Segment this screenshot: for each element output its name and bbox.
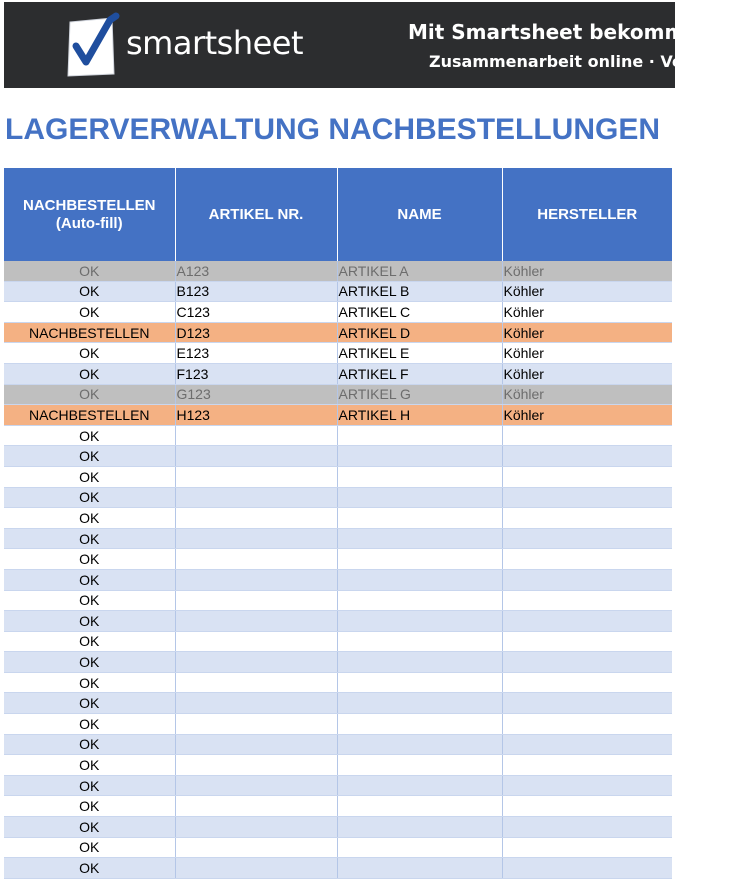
cell-name[interactable] xyxy=(337,466,502,487)
table-row xyxy=(4,322,672,343)
cell-name[interactable] xyxy=(337,672,502,693)
smartsheet-banner[interactable] xyxy=(4,2,752,88)
cell-status[interactable]: NACHBESTELLEN xyxy=(4,405,175,426)
cell-hersteller[interactable] xyxy=(502,734,672,755)
cell-status[interactable]: OK xyxy=(4,858,175,879)
cell-name[interactable]: ARTIKEL G xyxy=(337,384,502,405)
cell-artikel-nr[interactable]: C123 xyxy=(175,302,337,323)
cell-artikel-nr[interactable] xyxy=(175,466,337,487)
table-row xyxy=(4,425,672,446)
cell-name[interactable]: ARTIKEL E xyxy=(337,343,502,364)
cell-name[interactable] xyxy=(337,508,502,529)
cell-status[interactable]: OK xyxy=(4,569,175,590)
cell-hersteller[interactable]: Köhler xyxy=(502,281,672,302)
cell-hersteller[interactable] xyxy=(502,796,672,817)
table-row xyxy=(4,261,672,281)
cell-status[interactable]: OK xyxy=(4,446,175,467)
cell-status[interactable]: OK xyxy=(4,693,175,714)
cell-artikel-nr[interactable] xyxy=(175,611,337,632)
table-row xyxy=(4,858,672,879)
cell-artikel-nr[interactable]: H123 xyxy=(175,405,337,426)
cell-artikel-nr[interactable] xyxy=(175,734,337,755)
cell-hersteller[interactable] xyxy=(502,817,672,838)
table-row xyxy=(4,363,672,384)
cell-status[interactable]: OK xyxy=(4,466,175,487)
cell-hersteller[interactable]: Köhler xyxy=(502,322,672,343)
inventory-table xyxy=(4,168,672,879)
cell-hersteller[interactable] xyxy=(502,569,672,590)
cell-hersteller[interactable] xyxy=(502,775,672,796)
cell-hersteller[interactable] xyxy=(502,837,672,858)
table-row xyxy=(4,569,672,590)
cell-artikel-nr[interactable] xyxy=(175,528,337,549)
cell-name[interactable] xyxy=(337,569,502,590)
cell-artikel-nr[interactable] xyxy=(175,714,337,735)
cell-hersteller[interactable] xyxy=(502,714,672,735)
cell-hersteller[interactable]: Köhler xyxy=(502,384,672,405)
promo-subline: Zusammenarbeit online · Verwalten xyxy=(429,52,752,71)
cell-artikel-nr[interactable] xyxy=(175,569,337,590)
cell-hersteller[interactable] xyxy=(502,672,672,693)
smartsheet-logo-text: smartsheet xyxy=(126,24,304,62)
column-header-name[interactable] xyxy=(337,168,502,261)
table-row xyxy=(4,837,672,858)
cell-name[interactable] xyxy=(337,652,502,673)
cell-name[interactable] xyxy=(337,858,502,879)
table-row xyxy=(4,796,672,817)
column-header-label: HERSTELLER xyxy=(537,205,638,223)
cell-status[interactable]: OK xyxy=(4,384,175,405)
cell-status[interactable]: OK xyxy=(4,714,175,735)
cell-status[interactable]: OK xyxy=(4,837,175,858)
cell-artikel-nr[interactable] xyxy=(175,446,337,467)
cell-name[interactable] xyxy=(337,631,502,652)
cell-status[interactable]: OK xyxy=(4,775,175,796)
table-row xyxy=(4,734,672,755)
cell-status[interactable]: OK xyxy=(4,508,175,529)
cell-artikel-nr[interactable] xyxy=(175,425,337,446)
column-header-label: NACHBESTELLEN xyxy=(22,196,156,214)
cell-hersteller[interactable]: Köhler xyxy=(502,261,672,281)
table-row xyxy=(4,343,672,364)
table-row xyxy=(4,446,672,467)
table-row xyxy=(4,652,672,673)
cell-artikel-nr[interactable] xyxy=(175,796,337,817)
cell-artikel-nr[interactable] xyxy=(175,817,337,838)
table-row xyxy=(4,549,672,570)
cell-hersteller[interactable] xyxy=(502,446,672,467)
cell-status[interactable]: OK xyxy=(4,302,175,323)
cell-name[interactable] xyxy=(337,693,502,714)
table-row xyxy=(4,755,672,776)
cell-hersteller[interactable] xyxy=(502,858,672,879)
cell-name[interactable] xyxy=(337,796,502,817)
cell-status[interactable]: OK xyxy=(4,796,175,817)
cell-artikel-nr[interactable] xyxy=(175,652,337,673)
cell-name[interactable] xyxy=(337,611,502,632)
cell-name[interactable]: ARTIKEL A xyxy=(337,261,502,281)
cell-hersteller[interactable] xyxy=(502,755,672,776)
cell-artikel-nr[interactable] xyxy=(175,508,337,529)
column-header-label: NAME xyxy=(397,205,442,223)
column-header-nachbestellen[interactable] xyxy=(4,168,175,261)
cell-artikel-nr[interactable] xyxy=(175,858,337,879)
cell-hersteller[interactable] xyxy=(502,466,672,487)
cell-name[interactable] xyxy=(337,837,502,858)
table-row xyxy=(4,672,672,693)
cell-hersteller[interactable]: Köhler xyxy=(502,363,672,384)
table-row xyxy=(4,487,672,508)
cell-status[interactable]: OK xyxy=(4,631,175,652)
cell-hersteller[interactable] xyxy=(502,693,672,714)
cell-hersteller[interactable] xyxy=(502,425,672,446)
cell-artikel-nr[interactable]: F123 xyxy=(175,363,337,384)
cell-artikel-nr[interactable]: D123 xyxy=(175,322,337,343)
table-row xyxy=(4,714,672,735)
cell-artikel-nr[interactable] xyxy=(175,755,337,776)
cell-name[interactable]: ARTIKEL H xyxy=(337,405,502,426)
table-body xyxy=(4,261,672,878)
table-row xyxy=(4,590,672,611)
table-row xyxy=(4,466,672,487)
table-row xyxy=(4,302,672,323)
cell-status[interactable]: OK xyxy=(4,487,175,508)
table-row xyxy=(4,281,672,302)
cell-name[interactable] xyxy=(337,817,502,838)
cell-name[interactable] xyxy=(337,590,502,611)
cell-name[interactable]: ARTIKEL B xyxy=(337,281,502,302)
cell-artikel-nr[interactable]: G123 xyxy=(175,384,337,405)
cell-artikel-nr[interactable] xyxy=(175,693,337,714)
cell-status[interactable]: OK xyxy=(4,652,175,673)
cell-hersteller[interactable] xyxy=(502,590,672,611)
cell-status[interactable]: OK xyxy=(4,817,175,838)
cell-name[interactable]: ARTIKEL C xyxy=(337,302,502,323)
column-header-label: ARTIKEL NR. xyxy=(208,205,304,223)
cell-name[interactable]: ARTIKEL D xyxy=(337,322,502,343)
cell-status[interactable]: OK xyxy=(4,672,175,693)
cell-hersteller[interactable] xyxy=(502,631,672,652)
table-row xyxy=(4,817,672,838)
cell-name[interactable] xyxy=(337,528,502,549)
cell-hersteller[interactable]: Köhler xyxy=(502,405,672,426)
table-row xyxy=(4,693,672,714)
table-row xyxy=(4,631,672,652)
cell-artikel-nr[interactable]: A123 xyxy=(175,261,337,281)
cell-artikel-nr[interactable] xyxy=(175,775,337,796)
cell-hersteller[interactable] xyxy=(502,528,672,549)
column-header-sublabel: (Auto-fill) xyxy=(55,214,123,232)
table-row xyxy=(4,405,672,426)
cell-status[interactable]: OK xyxy=(4,261,175,281)
cell-status[interactable]: OK xyxy=(4,281,175,302)
cell-name[interactable]: ARTIKEL F xyxy=(337,363,502,384)
cell-status[interactable]: OK xyxy=(4,425,175,446)
smartsheet-checkmark-icon xyxy=(66,14,118,78)
cell-name[interactable] xyxy=(337,425,502,446)
cell-status[interactable]: OK xyxy=(4,755,175,776)
table-row xyxy=(4,384,672,405)
column-header-hersteller[interactable] xyxy=(502,168,672,261)
cell-artikel-nr[interactable] xyxy=(175,590,337,611)
table-row xyxy=(4,528,672,549)
cell-hersteller[interactable]: Köhler xyxy=(502,343,672,364)
cell-artikel-nr[interactable]: B123 xyxy=(175,281,337,302)
cell-hersteller[interactable] xyxy=(502,611,672,632)
cell-artikel-nr[interactable] xyxy=(175,672,337,693)
cell-artikel-nr[interactable] xyxy=(175,487,337,508)
cell-name[interactable] xyxy=(337,755,502,776)
table-row xyxy=(4,508,672,529)
cell-hersteller[interactable] xyxy=(502,508,672,529)
cell-artikel-nr[interactable]: E123 xyxy=(175,343,337,364)
table-row xyxy=(4,775,672,796)
cell-name[interactable] xyxy=(337,734,502,755)
cell-hersteller[interactable] xyxy=(502,652,672,673)
table-header-row xyxy=(4,168,672,261)
cell-name[interactable] xyxy=(337,446,502,467)
cell-artikel-nr[interactable] xyxy=(175,549,337,570)
page-title: LAGERVERWALTUNG NACHBESTELLUNGEN xyxy=(5,113,661,146)
cell-hersteller[interactable] xyxy=(502,487,672,508)
cell-name[interactable] xyxy=(337,549,502,570)
table-row xyxy=(4,611,672,632)
column-header-artikel-nr[interactable] xyxy=(175,168,337,261)
cell-status[interactable]: OK xyxy=(4,611,175,632)
cell-status[interactable]: OK xyxy=(4,734,175,755)
cell-status[interactable]: OK xyxy=(4,343,175,364)
cell-name[interactable] xyxy=(337,714,502,735)
cell-status[interactable]: NACHBESTELLEN xyxy=(4,322,175,343)
cell-status[interactable]: OK xyxy=(4,363,175,384)
cell-status[interactable]: OK xyxy=(4,549,175,570)
cell-artikel-nr[interactable] xyxy=(175,631,337,652)
promo-headline: Mit Smartsheet bekommen xyxy=(408,20,714,44)
cell-name[interactable] xyxy=(337,775,502,796)
cell-hersteller[interactable] xyxy=(502,549,672,570)
cell-artikel-nr[interactable] xyxy=(175,837,337,858)
cell-name[interactable] xyxy=(337,487,502,508)
cell-hersteller[interactable]: Köhler xyxy=(502,302,672,323)
cell-status[interactable]: OK xyxy=(4,528,175,549)
cell-status[interactable]: OK xyxy=(4,590,175,611)
